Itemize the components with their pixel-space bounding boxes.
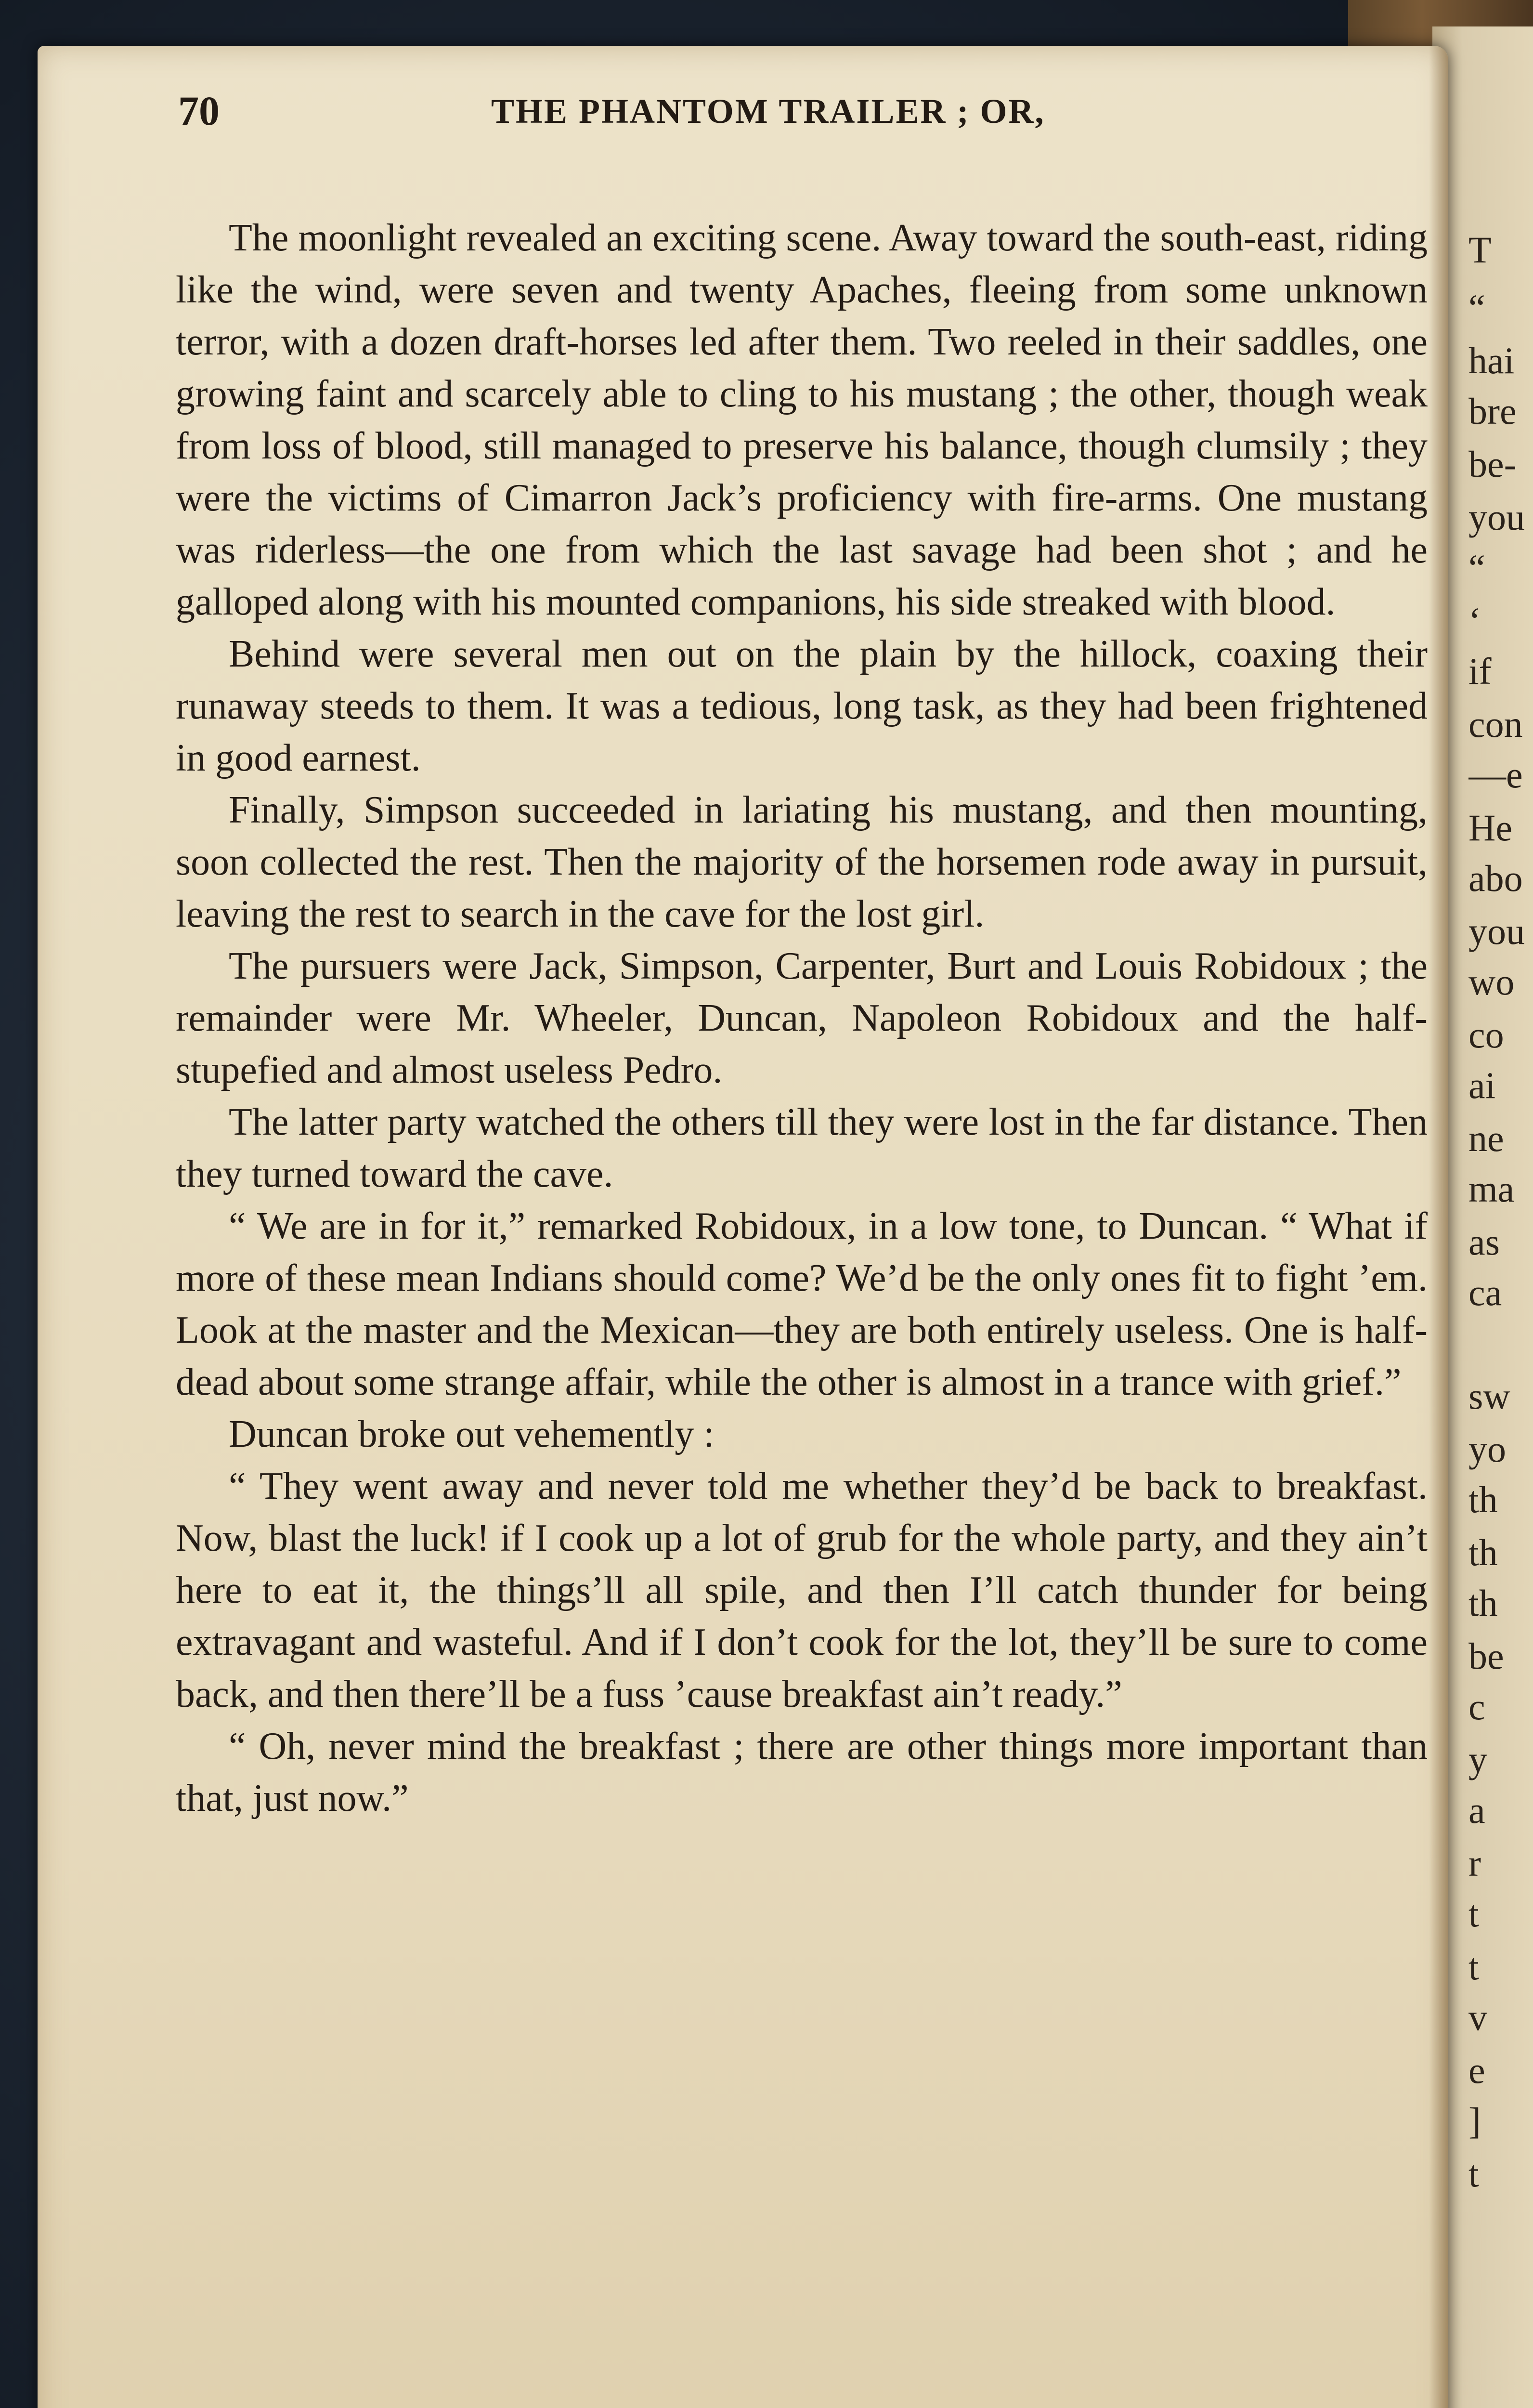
paragraph: The moonlight revealed an exciting scene. Away toward the south-east, riding like the wind, were seven and twenty Apaches, fleeing from some unknown terror, with a dozen draft-horses led after them. Two reeled in their saddles, one growing faint and scarcely able to cling to his mustang ; the other, though weak from loss of blood, still managed to preserve his balance, though clumsily ; they were the victims of Cimarron Jack’s proficiency with fire-arms. One mustang was riderless—the one from which the last savage had been shot ; and he galloped along with his mounted companions, his side streaked with blood. (176, 217, 1428, 623)
adjacent-page-fragment: you (1468, 910, 1525, 952)
adjacent-page-fragment: th (1468, 1479, 1498, 1520)
adjacent-page-fragment: be (1468, 1635, 1504, 1677)
paragraph: Duncan broke out vehemently : (229, 1413, 715, 1455)
adjacent-page-fragment: bre (1468, 390, 1517, 432)
adjacent-page-fragment: r (1468, 1842, 1481, 1884)
adjacent-page-fragment: He (1468, 807, 1512, 849)
adjacent-page-fragment: ‘ (1468, 600, 1481, 641)
adjacent-page-fragment: t (1468, 2153, 1479, 2195)
adjacent-page-fragment: e (1468, 2049, 1485, 2091)
paragraph: Finally, Simpson succeeded in lariating his mustang, and then mounting, soon collected the rest. Then the majority of the horsemen rode away in pursuit, leaving the rest to search in the cave for the lost girl. (176, 789, 1428, 935)
adjacent-page-fragment: hai (1468, 340, 1515, 381)
adjacent-page-fragment: ] (1468, 2100, 1481, 2142)
adjacent-page-fragment: c (1468, 1686, 1485, 1727)
paragraph: “ They went away and never told me whether they’d be back to breakfast. Now, blast the luck! if I cook up a lot of grub for the whole party, and they ain’t here to eat it, the things’ll all spile, and then I’ll catch thunder for being extravagant and wasteful. And if I don’t cook for the lot, they’ll be sure to come back, and then there’ll be a fuss ’cause breakfast ain’t ready.” (176, 1465, 1428, 1715)
paragraph: “ We are in for it,” remarked Robidoux, in a low tone, to Duncan. “ What if more of these mean Indians should come? We’d be the only ones fit to fight ’em. Look at the master and the Mexican—they are both entirely useless. One is half-dead about some strange affair, while the other is almost in a trance with grief.” (176, 1205, 1428, 1403)
running-head: THE PHANTOM TRAILER ; OR, (491, 92, 1045, 131)
paragraph: The pursuers were Jack, Simpson, Carpenter, Burt and Louis Robidoux ; the remainder were Mr. Wheeler, Duncan, Napoleon Robidoux and the half-stupefied and almost useless Pedro. (176, 945, 1428, 1091)
adjacent-page-fragment: “ (1468, 547, 1485, 589)
adjacent-page-fragment: a (1468, 1789, 1485, 1831)
paragraph: Behind were several men out on the plain by the hillock, coaxing their runaway steeds to them. It was a tedious, long task, as they had been frightened in good earnest. (176, 633, 1428, 779)
adjacent-page-fragment: ai (1468, 1064, 1496, 1106)
adjacent-page-fragment: be- (1468, 443, 1517, 485)
adjacent-page-fragment: ca (1468, 1271, 1502, 1313)
adjacent-page-fragment: th (1468, 1582, 1498, 1624)
adjacent-page-fragment: th (1468, 1531, 1498, 1573)
adjacent-page-fragment: you (1468, 496, 1525, 538)
adjacent-page-fragment: abo (1468, 857, 1523, 899)
adjacent-page-fragment: sw (1468, 1375, 1510, 1417)
paragraph: The latter party watched the others till they were lost in the far distance. Then they turned toward the cave. (176, 1101, 1428, 1195)
page-number: 70 (178, 88, 220, 134)
page-edge-shadow (1429, 46, 1448, 2408)
adjacent-page-fragment: co (1468, 1014, 1504, 1056)
adjacent-page-fragment: t (1468, 1893, 1479, 1935)
adjacent-page-fragment: y (1468, 1739, 1487, 1780)
adjacent-page-fragment: “ (1468, 287, 1485, 328)
adjacent-page-fragment: yo (1468, 1428, 1506, 1470)
adjacent-page-fragment: T (1468, 229, 1492, 271)
body-text (176, 212, 1428, 1824)
adjacent-page-fragment: t (1468, 1946, 1479, 1988)
adjacent-page-fragment: ma (1468, 1168, 1515, 1210)
adjacent-page-fragment: v (1468, 1996, 1487, 2038)
adjacent-page-fragment: —e (1468, 754, 1523, 796)
adjacent-page-fragment: wo (1468, 961, 1515, 1003)
adjacent-page-fragment: con (1468, 703, 1523, 745)
paragraph: “ Oh, never mind the breakfast ; there are other things more important than that, just now.” (176, 1725, 1428, 1819)
adjacent-page-fragment: ne (1468, 1117, 1504, 1159)
adjacent-page-fragment: as (1468, 1221, 1500, 1263)
adjacent-page-fragment: if (1468, 650, 1492, 692)
